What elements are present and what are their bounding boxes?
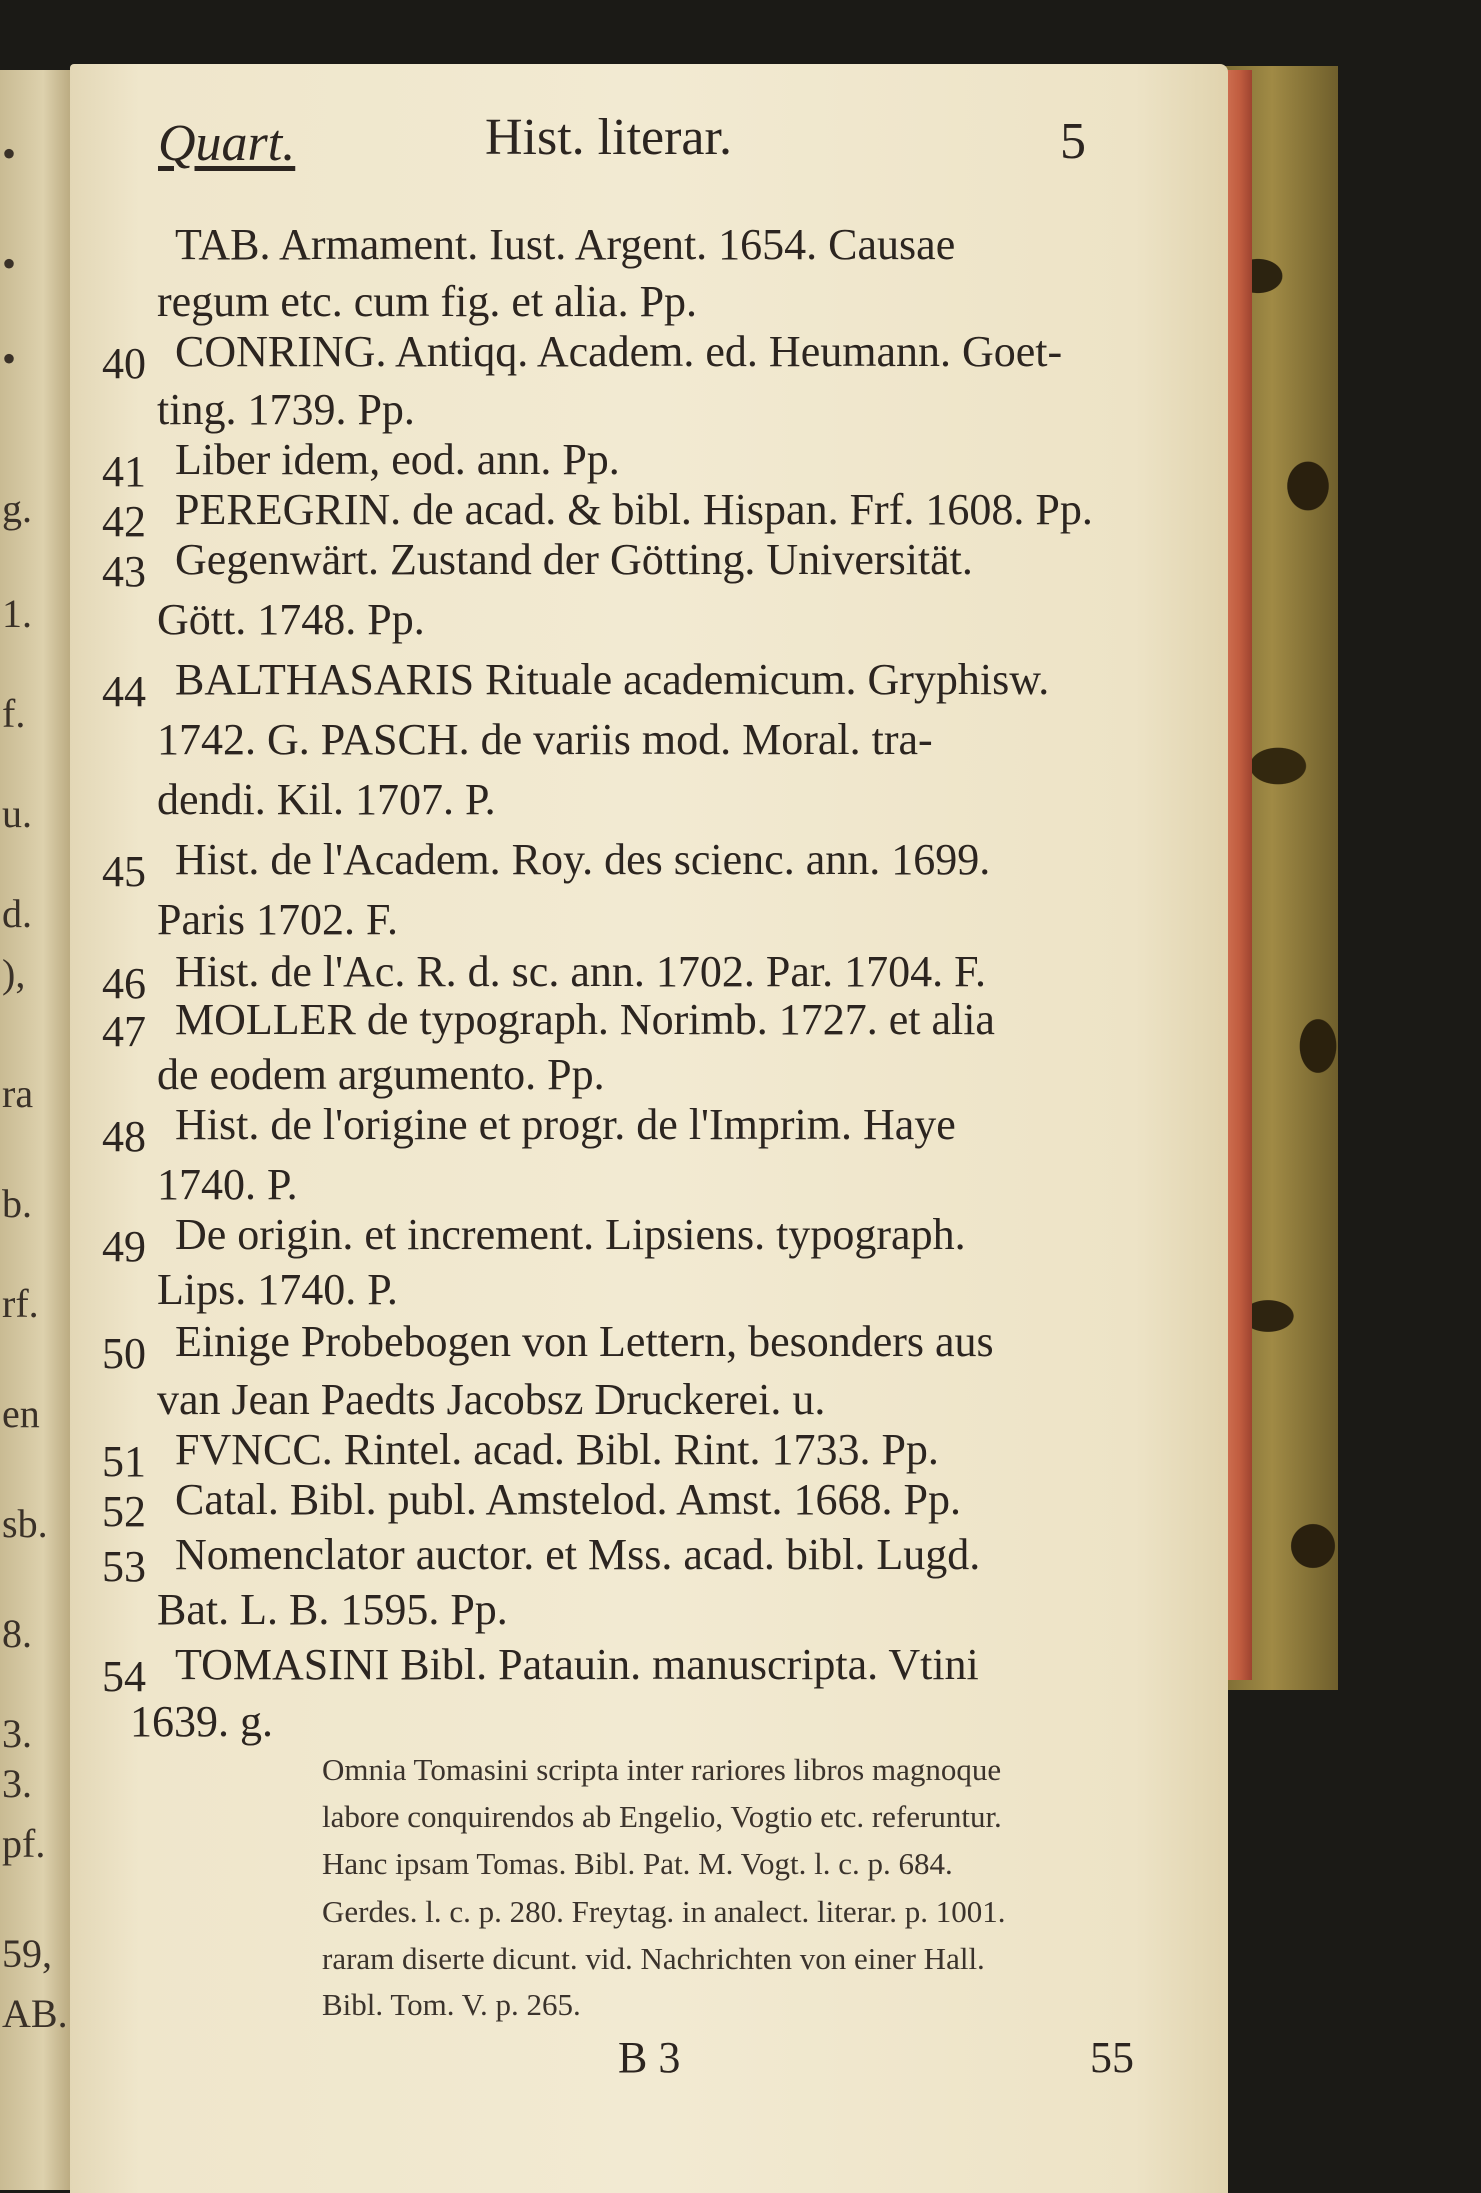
entry-number: 52: [102, 1487, 146, 1536]
signature-mark: B 3: [618, 2033, 681, 2082]
catchword: 55: [1090, 2033, 1134, 2082]
entry-line: FVNCC. Rintel. acad. Bibl. Rint. 1733. Pp.: [175, 1425, 939, 1474]
left-edge-fragment: rf.: [2, 1281, 39, 1326]
entry-line: Bat. L. B. 1595. Pp.: [157, 1585, 508, 1634]
entry-number: 43: [102, 547, 146, 596]
left-edge-fragment: d.: [2, 891, 32, 936]
footnote-line: raram diserte dicunt. vid. Nachrichten von einer Hall.: [322, 1941, 985, 1976]
page-number: 5: [1060, 113, 1086, 170]
entry-line: 1639. g.: [130, 1697, 273, 1746]
entry-line: Paris 1702. F.: [157, 895, 398, 944]
entry-number: 40: [102, 339, 146, 388]
footnote-line: Omnia Tomasini scripta inter rariores libros magnoque: [322, 1752, 1002, 1787]
left-edge-fragment: en: [2, 1391, 40, 1436]
entry-number: 51: [102, 1437, 146, 1486]
left-edge-fragment: •: [2, 241, 17, 286]
left-edge-fragment: •: [2, 131, 17, 176]
running-head-left: Quart.: [158, 115, 296, 172]
entry-line: regum etc. cum fig. et alia. Pp.: [157, 277, 698, 326]
left-edge-fragment: pf.: [2, 1821, 46, 1866]
left-edge-fragment: 59,: [2, 1931, 52, 1976]
entry-line: Nomenclator auctor. et Mss. acad. bibl. Lugd.: [175, 1530, 981, 1579]
entry-line: Liber idem, eod. ann. Pp.: [175, 435, 620, 484]
left-page-edge-text: [0, 70, 72, 2190]
left-edge-fragment: g.: [2, 486, 32, 531]
left-edge-fragment: 3.: [2, 1711, 32, 1756]
entry-line: Hist. de l'Ac. R. d. sc. ann. 1702. Par. 1704. F.: [175, 947, 987, 996]
entry-number: 44: [102, 667, 146, 716]
footnote-line: Bibl. Tom. V. p. 265.: [322, 1987, 581, 2022]
left-edge-fragment: f.: [2, 691, 26, 736]
running-head-center: Hist. literar.: [485, 109, 732, 166]
entry-line: CONRING. Antiqq. Academ. ed. Heumann. Goet-: [175, 327, 1063, 376]
entry-line: Hist. de l'origine et progr. de l'Imprim. Haye: [175, 1100, 956, 1149]
entry-line: BALTHASARIS Rituale academicum. Gryphisw.: [175, 655, 1050, 704]
entry-line: dendi. Kil. 1707. P.: [157, 775, 496, 824]
left-page: [0, 70, 72, 2190]
entry-line: Einige Probebogen von Lettern, besonders aus: [175, 1317, 994, 1366]
entry-number: 46: [102, 959, 146, 1008]
entry-line: MOLLER de typograph. Norimb. 1727. et alia: [175, 995, 995, 1044]
entry-line: 1740. P.: [157, 1160, 298, 1209]
entry-line: TOMASINI Bibl. Patauin. manuscripta. Vtini: [175, 1640, 979, 1689]
entry-number: 47: [102, 1007, 146, 1056]
entry-line: de eodem argumento. Pp.: [157, 1050, 605, 1099]
left-edge-fragment: ),: [2, 951, 26, 996]
left-edge-fragment: 3.: [2, 1761, 32, 1806]
left-edge-fragment: •: [2, 336, 17, 381]
entry-line: 1742. G. PASCH. de variis mod. Moral. tra-: [157, 715, 933, 764]
left-edge-fragment: ra: [2, 1071, 34, 1116]
left-edge-fragment: AB.: [2, 1991, 68, 2036]
entry-line: PEREGRIN. de acad. & bibl. Hispan. Frf. 1608. Pp.: [175, 485, 1093, 534]
right-page: [70, 64, 1228, 2193]
footnote-line: Hanc ipsam Tomas. Bibl. Pat. M. Vogt. l. c. p. 684.: [322, 1846, 953, 1881]
left-edge-fragment: 8.: [2, 1611, 32, 1656]
left-edge-fragment: sb.: [2, 1501, 48, 1546]
entry-line: ting. 1739. Pp.: [157, 385, 415, 434]
left-edge-fragment: u.: [2, 791, 32, 836]
entry-number: 45: [102, 847, 146, 896]
entry-line: Catal. Bibl. publ. Amstelod. Amst. 1668. Pp.: [175, 1475, 961, 1524]
left-edge-fragment: b.: [2, 1181, 32, 1226]
entry-line: Hist. de l'Academ. Roy. des scienc. ann. 1699.: [175, 835, 991, 884]
entry-line: Gegenwärt. Zustand der Götting. Universität.: [175, 535, 973, 584]
entry-line: TAB. Armament. Iust. Argent. 1654. Causae: [175, 220, 956, 269]
entry-line: Gött. 1748. Pp.: [157, 595, 425, 644]
footnote-line: Gerdes. l. c. p. 280. Freytag. in analect. literar. p. 1001.: [322, 1894, 1006, 1929]
entry-line: Lips. 1740. P.: [157, 1265, 398, 1314]
entry-number: 41: [102, 447, 146, 496]
entry-number: 48: [102, 1112, 146, 1161]
entry-line: De origin. et increment. Lipsiens. typograph.: [175, 1210, 966, 1259]
entry-number: 42: [102, 497, 146, 546]
left-edge-fragment: 1.: [2, 591, 32, 636]
entry-number: 49: [102, 1222, 146, 1271]
entry-number: 50: [102, 1329, 146, 1378]
entry-number: 53: [102, 1542, 146, 1591]
entry-number: 54: [102, 1652, 146, 1701]
entry-line: van Jean Paedts Jacobsz Druckerei. u.: [157, 1375, 826, 1424]
footnote-line: labore conquirendos ab Engelio, Vogtio etc. referuntur.: [322, 1799, 1002, 1834]
